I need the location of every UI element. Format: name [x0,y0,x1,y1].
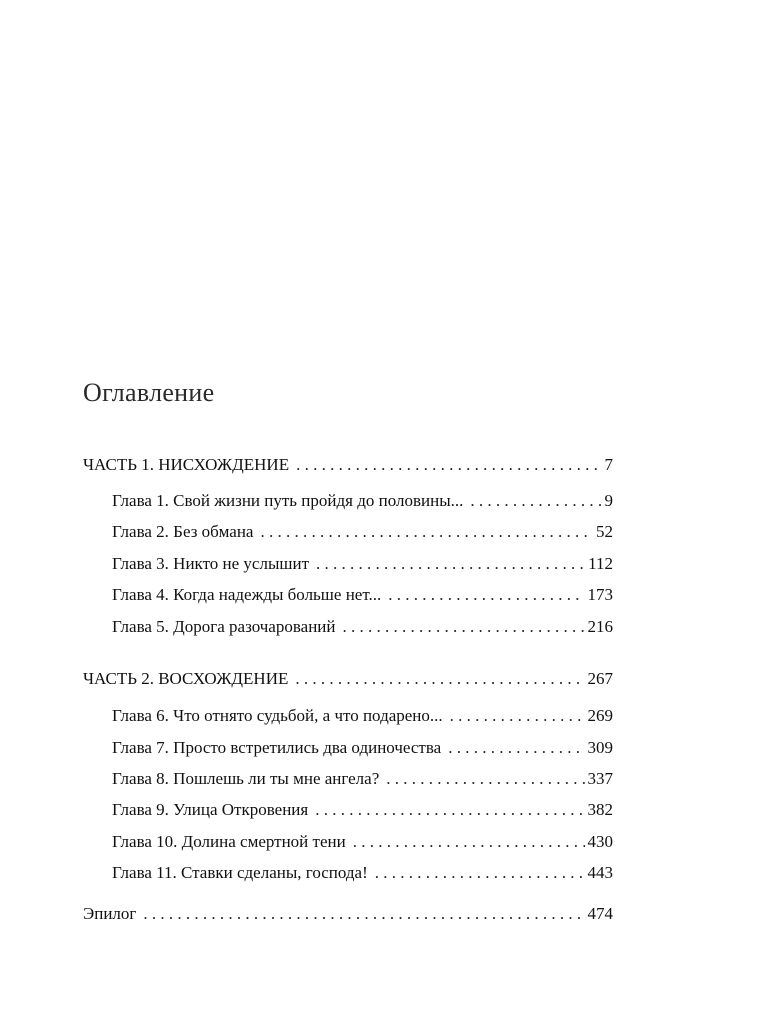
toc-entry-title: Глава 5. Дорога разочарований [112,617,336,636]
toc-entry-chapter-8[interactable] [112,769,613,789]
toc-entry-page: 267 [587,669,613,688]
dot-leader [450,706,585,726]
toc-entry-page: 430 [587,832,613,851]
dot-leader [343,617,585,637]
toc-entry-chapter-9[interactable] [112,800,613,820]
page-title: Оглавление [83,378,215,407]
toc-entry-chapter-3[interactable] [112,554,613,574]
toc-entry-title: Эпилог [83,904,137,923]
toc-entry-page: 9 [604,491,613,510]
toc-entry-page: 7 [604,455,613,474]
toc-entry-chapter-11[interactable] [112,863,613,883]
toc-entry-title: Глава 7. Просто встретились два одиночества [112,738,442,757]
toc-entry-title: ЧАСТЬ 2. ВОСХОЖДЕНИЕ [83,669,289,688]
dot-leader [296,455,601,475]
dot-leader [388,585,584,605]
toc-entry-page: 382 [587,800,613,819]
toc-entry-title: Глава 6. Что отнято судьбой, а что подарено... [112,706,443,725]
toc-entry-title: Глава 11. Ставки сделаны, господа! [112,863,368,882]
toc-entry-chapter-1[interactable] [112,491,613,511]
toc-entry-page: 337 [587,769,613,788]
toc-entry-page: 112 [588,554,613,573]
toc-entry-title: Глава 9. Улица Откровения [112,800,309,819]
toc-entry-title: ЧАСТЬ 1. НИСХОЖДЕНИЕ [83,455,290,474]
dot-leader [260,522,593,542]
toc-entry-chapter-4[interactable] [112,585,613,605]
toc-entry-title: Глава 10. Долина смертной тени [112,832,346,851]
toc-entry-chapter-10[interactable] [112,832,613,852]
toc-entry-page: 474 [587,904,613,923]
toc-entry-epilogue[interactable] [83,904,613,924]
toc-entry-part-1[interactable] [83,455,613,475]
dot-leader [375,863,585,883]
toc-entry-chapter-7[interactable] [112,738,613,758]
toc-entry-title: Глава 4. Когда надежды больше нет... [112,585,382,604]
toc-entry-chapter-5[interactable] [112,617,613,637]
toc-entry-part-2[interactable] [83,669,613,689]
toc-entry-page: 173 [587,585,613,604]
toc-entry-title: Глава 1. Свой жизни путь пройдя до половины... [112,491,464,510]
dot-leader [448,738,584,758]
dot-leader [470,491,601,511]
toc-entry-chapter-6[interactable] [112,706,613,726]
toc-entry-page: 309 [587,738,613,757]
toc-entry-page: 216 [587,617,613,636]
toc-entry-page: 52 [596,522,613,541]
toc-entry-title: Глава 2. Без обмана [112,522,254,541]
toc-entry-page: 443 [587,863,613,882]
toc-entry-title: Глава 3. Никто не услышит [112,554,310,573]
dot-leader [316,554,585,574]
dot-leader [386,769,584,789]
dot-leader [295,669,584,689]
dot-leader [353,832,585,852]
toc-entry-page: 269 [587,706,613,725]
toc-entry-chapter-2[interactable] [112,522,613,542]
toc-entry-title: Глава 8. Пошлешь ли ты мне ангела? [112,769,380,788]
dot-leader [315,800,584,820]
dot-leader [143,904,584,924]
